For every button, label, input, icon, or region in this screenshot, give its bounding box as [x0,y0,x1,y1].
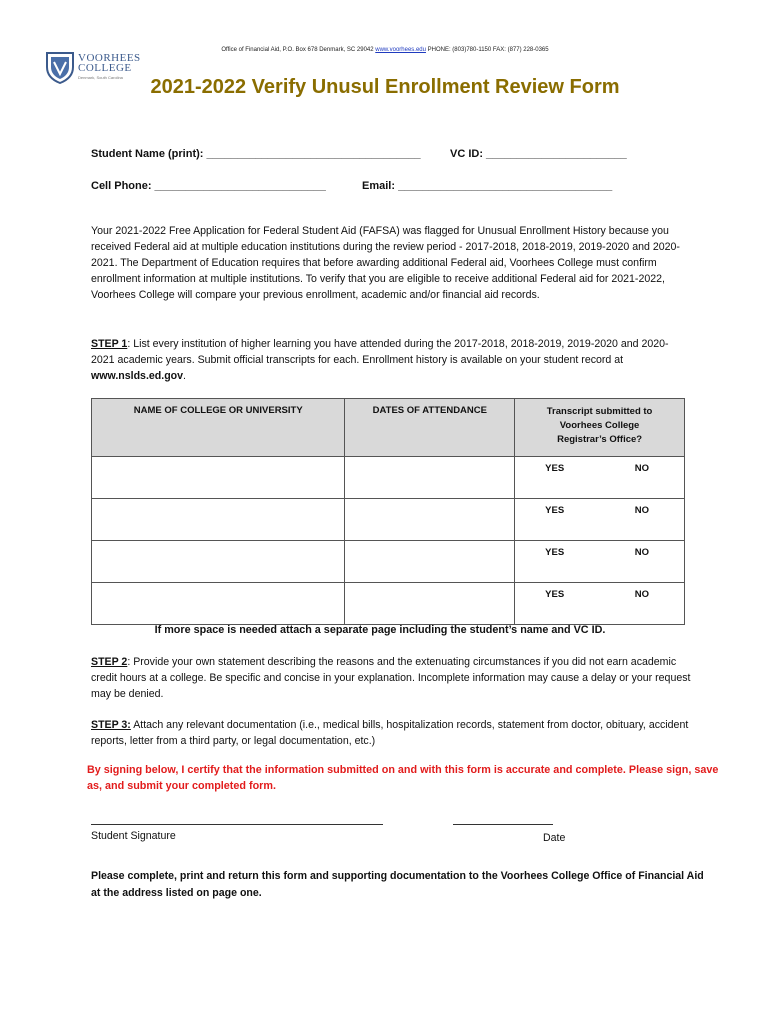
phone-fax: PHONE: (803)780-1150 FAX: (877) 228-0365 [427,47,549,53]
institutions-table [91,398,685,625]
dates-cell[interactable] [345,457,515,499]
table-row [92,541,685,583]
yes-option[interactable]: YES [545,505,565,516]
no-option[interactable]: NO [634,547,649,558]
office-contact-line [0,47,770,53]
no-option[interactable]: NO [634,505,649,516]
student-name-field[interactable]: Student Name (print): ___________________________________ [91,148,421,160]
yes-option[interactable]: YES [545,547,565,558]
step2-text: : Provide your own statement describing the reasons and the extenuating circumstances if you did not earn academic credit hours at a college. Be specific and concise in your explanation. Incomplete information may cause a delay or your request may be denied. [91,656,691,700]
step1-label: STEP 1 [91,338,128,350]
dates-cell[interactable] [345,583,515,625]
yes-option[interactable]: YES [545,589,565,600]
logo-wordmark: VOORHEES COLLEGE [78,52,141,74]
intro-paragraph: Your 2021-2022 Free Application for Federal Student Aid (FAFSA) was flagged for Unusual Enrollment History because you received Federal aid at multiple education institutions during the review period - 2017-2018, 2018-2019, 2019-2020 and 2020-2021. The Department of Education requires that before awarding additional Federal aid, Voorhees College must confirm enrollment information at multiple institutions. To verify that you are eligible to receive additional Federal aid for 2021-2022, Voorhees College will compare your previous enrollment, academic and/or financial aid records. [91,225,680,301]
table-row [92,499,685,541]
student-signature-label: Student Signature [91,830,176,842]
college-name-cell[interactable] [92,457,345,499]
nslds-link[interactable]: www.nslds.ed.gov [91,370,184,382]
step3-paragraph [91,717,691,749]
table-row [92,457,685,499]
vc-id-field[interactable]: VC ID: _______________________ [450,148,627,160]
transcript-cell [515,583,685,625]
email-field[interactable]: Email: ___________________________________ [362,180,613,192]
closing-instructions: Please complete, print and return this form and supporting documentation to the Voorhees College Office of Financial Aid at the address listed on page one. [91,870,704,899]
college-name-cell[interactable] [92,499,345,541]
dates-cell[interactable] [345,541,515,583]
no-option[interactable]: NO [634,463,649,474]
dates-cell[interactable] [345,499,515,541]
college-name-cell[interactable] [92,541,345,583]
certification-statement: By signing below, I certify that the information submitted on and with this form is accurate and complete. Please sign, save as, and submit your completed form. [87,764,719,792]
transcript-cell [515,457,685,499]
no-option[interactable]: NO [634,589,649,600]
yes-option[interactable]: YES [545,463,565,474]
office-address: Office of Financial Aid, P.O. Box 678 Denmark, SC 29042 [221,47,374,53]
transcript-cell [515,541,685,583]
logo-tagline: Denmark, South Carolina [78,75,123,80]
column-header-dates: DATES OF ATTENDANCE [345,399,515,457]
date-label: Date [543,832,566,844]
form-title: 2021-2022 Verify Unusul Enrollment Review Form [150,76,620,98]
transcript-cell [515,499,685,541]
table-header-row [92,399,685,457]
step2-label: STEP 2 [91,656,128,668]
cell-phone-field[interactable]: Cell Phone: ____________________________ [91,180,326,192]
column-header-college: NAME OF COLLEGE OR UNIVERSITY [92,399,345,457]
step2-paragraph [91,654,691,702]
column-header-transcript: Transcript submitted to Voorhees College Registrar’s Office? [515,399,685,457]
step3-label: STEP 3: [91,719,131,731]
date-line[interactable] [453,824,553,825]
table-note: If more space is needed attach a separate page including the student’s name and VC ID. [154,624,606,636]
step1-text: : List every institution of higher learning you have attended during the 2017-2018, 2018-2019, 2019-2020 and 2020-2021 academic years. Submit official transcripts for each. Enrollment history is available on your student record at [91,338,669,366]
table-row [92,583,685,625]
student-signature-line[interactable] [91,824,383,825]
college-name-cell[interactable] [92,583,345,625]
website-link[interactable]: www.voorhees.edu [375,47,426,53]
step1-paragraph: STEP 1: List every institution of higher learning you have attended during the 2017-2018, 2018-2019, 2019-2020 and 2020-2021 academic years. Submit official transcripts for each. Enrollment history is available on your student record at www.nslds.ed.gov. [91,338,669,382]
step3-text: Attach any relevant documentation (i.e., medical bills, hospitalization records, statement from doctor, obituary, accident reports, letter from a third party, or legal documentation, etc.) [91,719,689,747]
